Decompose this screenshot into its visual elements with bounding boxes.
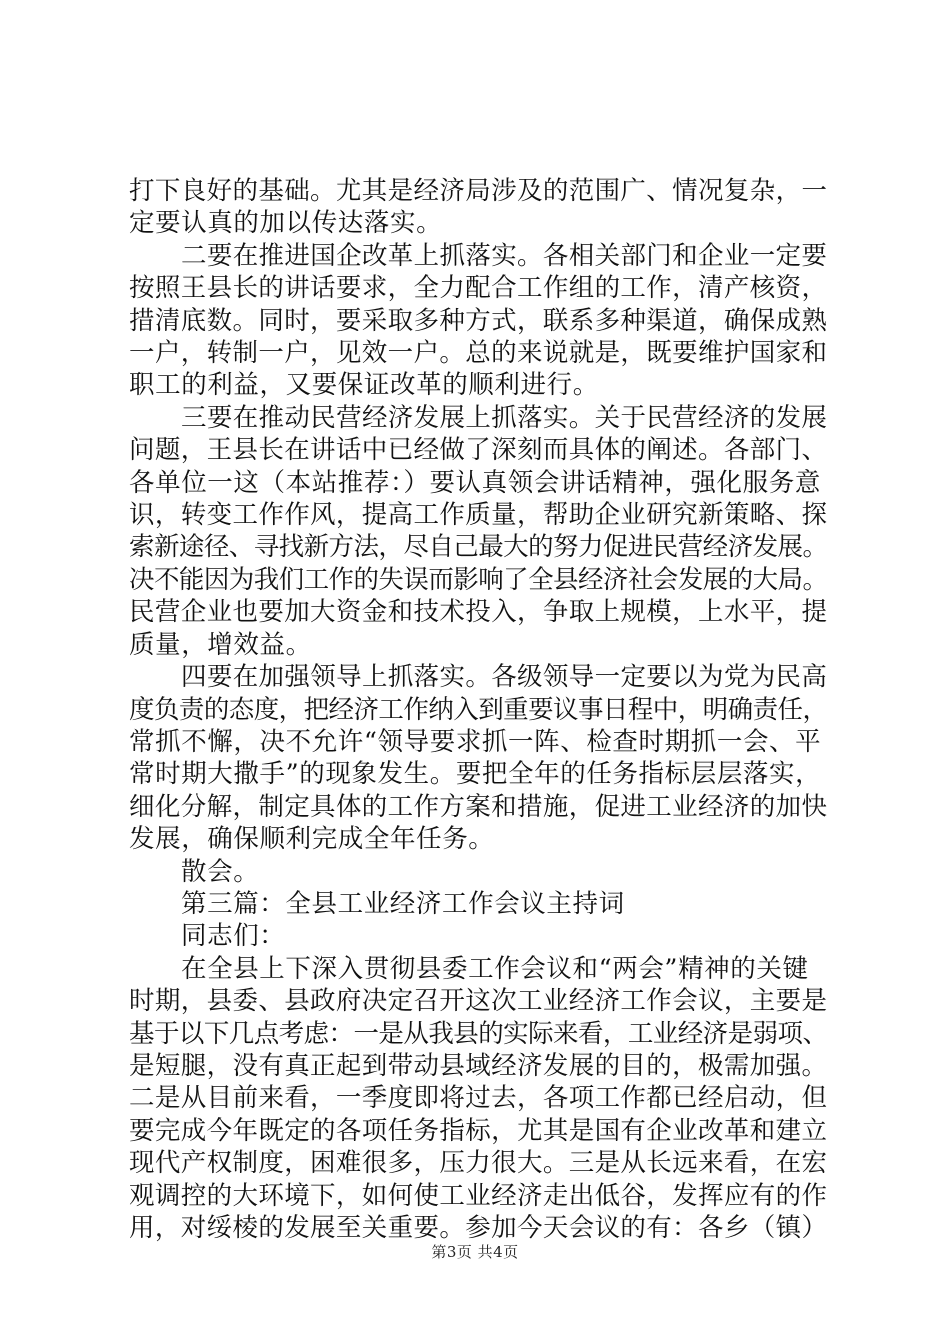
text-line: 第三篇：全县工业经济工作会议主持词 — [181, 888, 625, 919]
text-line: 二是从目前来看，一季度即将过去，各项工作都已经启动，但 — [129, 1083, 828, 1114]
text-line: 民营企业也要加大资金和技术投入，争取上规模，上水平，提 — [129, 597, 828, 628]
text-line: 职工的利益，又要保证改革的顺利进行。 — [129, 370, 599, 401]
text-line: 常抓不懈，决不允许“领导要求抓一阵、检查时期抓一会、平 — [129, 726, 822, 757]
text-line: 要完成今年既定的各项任务指标，尤其是国有企业改革和建立 — [129, 1115, 828, 1146]
text-line: 用，对绥棱的发展至关重要。参加今天会议的有：各乡（镇） — [129, 1213, 828, 1243]
text-line: 是短腿，没有真正起到带动县域经济发展的目的，极需加强。 — [129, 1050, 828, 1081]
text-line: 常时期大撒手”的现象发生。要把全年的任务指标层层落实， — [129, 759, 822, 790]
text-line: 现代产权制度，困难很多，压力很大。三是从长远来看，在宏 — [129, 1148, 828, 1179]
text-line: 质量，增效益。 — [129, 629, 312, 660]
text-line: 二要在推进国企改革上抓落实。各相关部门和企业一定要 — [181, 240, 828, 271]
text-line: 定要认真的加以传达落实。 — [129, 208, 443, 239]
text-line: 同志们： — [181, 921, 286, 952]
text-line: 措清底数。同时，要采取多种方式，联系多种渠道，确保成熟 — [129, 305, 828, 336]
text-line: 细化分解，制定具体的工作方案和措施，促进工业经济的加快 — [129, 791, 828, 822]
text-line: 一户，转制一户，见效一户。总的来说就是，既要维护国家和 — [129, 338, 828, 369]
text-line: 发展，确保顺利完成全年任务。 — [129, 824, 495, 855]
text-line: 四要在加强领导上抓落实。各级领导一定要以为党为民高 — [181, 662, 828, 693]
text-line: 在全县上下深入贯彻县委工作会议和“两会”精神的关键 — [181, 953, 809, 984]
text-line: 三要在推动民营经济发展上抓落实。关于民营经济的发展 — [181, 402, 828, 433]
text-line: 各单位一这（本站推荐：）要认真领会讲话精神，强化服务意 — [129, 467, 821, 498]
page-footer: 第3页 共4页 — [431, 1243, 519, 1261]
text-line: 决不能因为我们工作的失误而影响了全县经济社会发展的大局。 — [129, 564, 828, 595]
text-line: 识，转变工作作风，提高工作质量，帮助企业研究新策略、探 — [129, 500, 828, 531]
text-line: 按照王县长的讲话要求，全力配合工作组的工作，清产核资， — [129, 273, 828, 304]
text-line: 时期，县委、县政府决定召开这次工业经济工作会议，主要是 — [129, 986, 828, 1017]
text-line: 索新途径、寻找新方法，尽自己最大的努力促进民营经济发展。 — [129, 532, 828, 563]
document-body — [129, 175, 829, 1244]
text-line: 散会。 — [181, 856, 260, 887]
text-line: 问题，王县长在讲话中已经做了深刻而具体的阐述。各部门、 — [129, 435, 828, 466]
text-line: 基于以下几点考虑：一是从我县的实际来看，工业经济是弱项、 — [129, 1018, 828, 1049]
text-line: 度负责的态度，把经济工作纳入到重要议事日程中，明确责任， — [129, 694, 828, 725]
text-line: 观调控的大环境下，如何使工业经济走出低谷，发挥应有的作 — [129, 1180, 828, 1211]
text-line: 打下良好的基础。尤其是经济局涉及的范围广、情况复杂，一 — [129, 176, 828, 206]
